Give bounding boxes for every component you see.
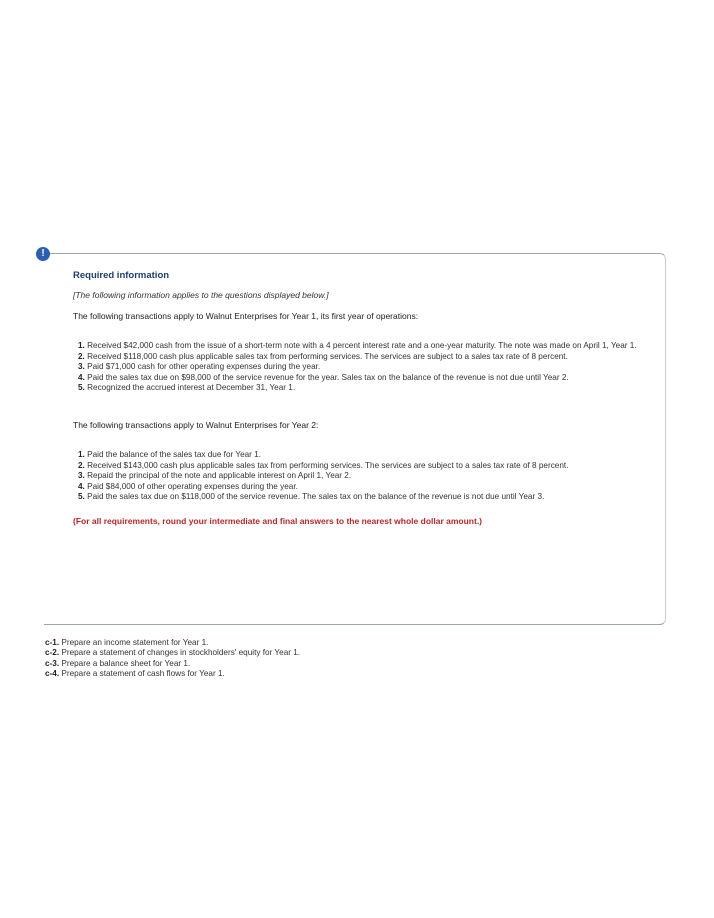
year1-transaction [78,362,643,373]
year1-intro: The following transactions apply to Walnut Enterprises for Year 1, its first year of operations: [73,311,419,321]
item-number: 1. [78,341,85,350]
year1-transaction [78,373,643,384]
item-number: 1. [78,449,85,459]
requirement-text: Prepare a statement of cash flows for Year 1. [61,669,225,679]
requirement-text: Prepare an income statement for Year 1. [61,638,209,647]
requirement-item [45,648,645,658]
item-text: Repaid the principal of the note and applicable interest on April 1, Year 2. [87,471,352,481]
requirement-code: c-4. [45,669,60,679]
year2-transaction [78,461,643,472]
item-text: Recognized the accrued interest at December 31, Year 1. [87,383,296,393]
item-number: 5. [78,383,85,393]
requirement-item [45,638,645,648]
item-number: 3. [78,362,85,372]
item-text: Paid $71,000 cash for other operating expenses during the year. [87,362,321,372]
year2-transaction [78,482,643,493]
year2-transaction-list [78,450,643,503]
year2-intro: The following transactions apply to Walnut Enterprises for Year 2: [73,419,319,430]
item-number: 2. [78,460,85,470]
item-text: Paid the sales tax due on $98,000 of the service revenue for the year. Sales tax on the balance of the revenue is not due until Year 2. [87,372,569,382]
panel-note: [The following information applies to the questions displayed below.] [73,290,329,300]
alert-icon: ! [36,247,50,261]
requirements-list [45,638,645,680]
year1-transaction [78,383,643,394]
year1-transaction [78,352,643,363]
requirement-text: Prepare a balance sheet for Year 1. [61,658,191,668]
item-number: 3. [78,471,85,481]
item-number: 5. [78,492,85,502]
year2-transaction [78,471,643,482]
item-text: Received $143,000 cash plus applicable sales tax from performing services. The services are subject to a sales tax rate of 8 percent. [87,460,569,470]
year1-transaction-list [78,341,643,394]
panel-heading: Required information [73,270,170,281]
requirement-code: c-3. [45,658,60,668]
item-number: 2. [78,351,85,361]
requirement-text: Prepare a statement of changes in stockholders' equity for Year 1. [61,648,301,658]
item-number: 4. [78,481,85,491]
requirement-code: c-1. [45,638,60,647]
item-text: Paid $84,000 of other operating expenses during the year. [87,481,298,491]
item-text: Paid the sales tax due on $118,000 of the service revenue. The sales tax on the balance of the revenue is not due until Year 3. [87,492,545,502]
year2-transaction [78,450,643,461]
item-text: Paid the balance of the sales tax due for Year 1. [87,449,262,459]
rounding-instruction: (For all requirements, round your intermediate and final answers to the nearest whole dollar amount.) [73,515,483,526]
year2-transaction [78,492,643,503]
item-text: Received $42,000 cash from the issue of a short-term note with a 4 percent interest rate and a one-year maturity. The note was made on April 1, Year 1. [87,341,637,350]
requirement-item [45,669,645,679]
item-number: 4. [78,372,85,382]
requirement-code: c-2. [45,648,60,658]
year1-transaction [78,341,643,352]
panel-content [73,270,653,526]
item-text: Received $118,000 cash plus applicable sales tax from performing services. The services are subject to a sales tax rate of 8 percent. [87,351,568,361]
requirement-item [45,659,645,669]
